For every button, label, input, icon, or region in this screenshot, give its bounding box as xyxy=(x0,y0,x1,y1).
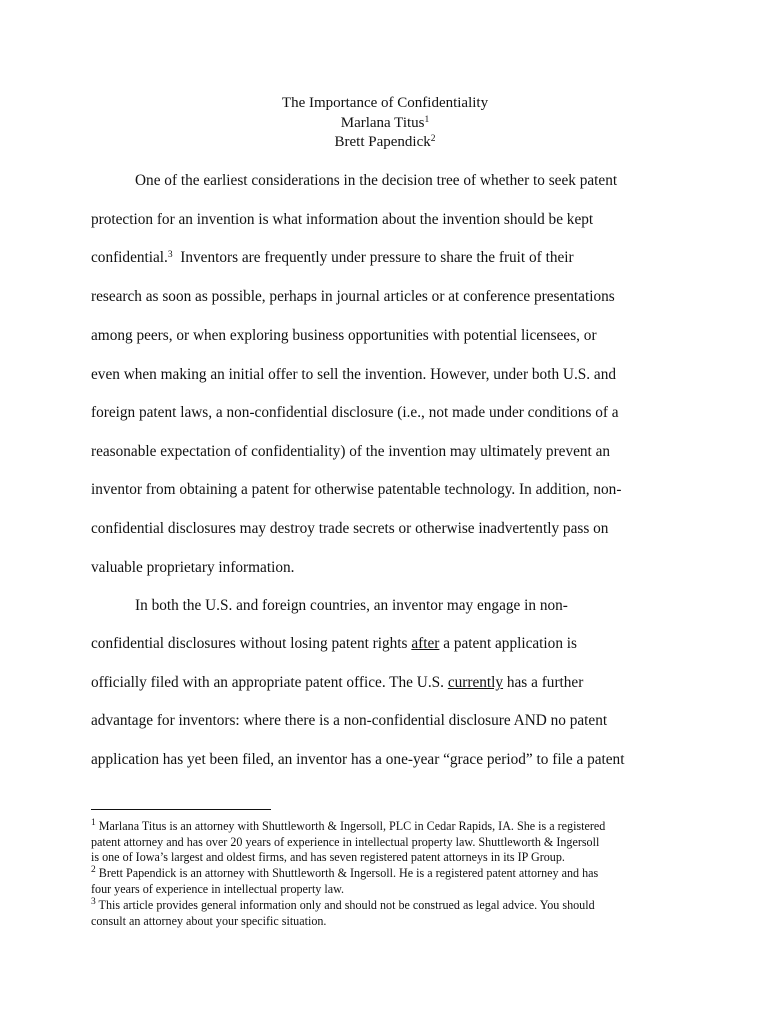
body-line: confidential disclosures may destroy trade secrets or otherwise inadvertently pass on xyxy=(91,520,609,537)
body-line: foreign patent laws, a non-confidential disclosure (i.e., not made under conditions of a xyxy=(91,404,619,421)
footnote-ref-2[interactable]: 2 xyxy=(430,134,436,144)
author-line-1 xyxy=(0,114,770,134)
footnote-1-line-2: patent attorney and has over 20 years of experience in intellectual property law. Shuttleworth & Ingersoll xyxy=(91,835,600,849)
footnote-3-line-2: consult an attorney about your specific situation. xyxy=(91,914,327,928)
body-text: confidential. xyxy=(91,249,168,266)
footnote-separator xyxy=(91,809,271,810)
author-line-2 xyxy=(0,133,770,153)
body-line: One of the earliest considerations in the decision tree of whether to seek patent xyxy=(135,172,618,189)
footnote-2 xyxy=(91,866,691,881)
article-title: The Importance of Confidentiality xyxy=(281,95,489,111)
footnote-1-line-3: is one of Iowa’s largest and oldest firms, and has seven registered patent attorneys in its IP Group. xyxy=(91,850,565,864)
body-line xyxy=(91,674,583,692)
footnote-number-2: 2 xyxy=(91,865,96,875)
body-line: among peers, or when exploring business opportunities with potential licensees, or xyxy=(91,327,597,344)
body-line: protection for an invention is what information about the invention should be kept xyxy=(91,211,594,228)
body-line: application has yet been filed, an inventor has a one-year “grace period” to file a patent xyxy=(91,751,625,768)
footnote-number-1: 1 xyxy=(91,818,96,828)
body-text: confidential disclosures without losing patent rights xyxy=(91,635,412,652)
footnote-1 xyxy=(91,819,691,834)
footnote-text: This article provides general information only and should not be construed as legal advice. You should xyxy=(95,898,595,912)
author-name-1: Marlana Titus xyxy=(340,114,425,131)
footnote-text: Marlana Titus is an attorney with Shuttleworth & Ingersoll, PLC in Cedar Rapids, IA. She is a registered xyxy=(95,819,606,833)
body-line: inventor from obtaining a patent for otherwise patentable technology. In addition, non- xyxy=(91,481,622,498)
article-header xyxy=(0,94,770,153)
footnote-3 xyxy=(91,898,691,913)
body-line xyxy=(91,249,574,267)
body-line: advantage for inventors: where there is a non-confidential disclosure AND no patent xyxy=(91,712,608,729)
body-text: a patent application is xyxy=(439,635,578,652)
body-line: valuable proprietary information. xyxy=(91,559,295,576)
underlined-word-after: after xyxy=(411,635,440,652)
body-line: research as soon as possible, perhaps in journal articles or at conference presentations xyxy=(91,288,615,305)
footnote-ref-1[interactable]: 1 xyxy=(424,114,430,125)
body-text: officially filed with an appropriate patent office. The U.S. xyxy=(91,674,448,691)
author-name-2: Brett Papendick xyxy=(334,134,431,150)
footnote-number-3: 3 xyxy=(91,897,96,907)
body-line: even when making an initial offer to sell the invention. However, under both U.S. and xyxy=(91,366,617,383)
body-text: Inventors are frequently under pressure to share the fruit of their xyxy=(172,249,574,266)
body-text: has a further xyxy=(503,674,584,691)
footnote-2-line-2: four years of experience in intellectual property law. xyxy=(91,882,345,896)
footnote-text: Brett Papendick is an attorney with Shuttleworth & Ingersoll. He is a registered patent attorney and has xyxy=(95,866,599,880)
body-line: In both the U.S. and foreign countries, an inventor may engage in non- xyxy=(135,597,568,614)
body-line xyxy=(91,635,577,653)
body-line: reasonable expectation of confidentiality) of the invention may ultimately prevent an xyxy=(91,443,611,460)
underlined-word-currently: currently xyxy=(447,674,504,691)
footnote-ref-3[interactable]: 3 xyxy=(167,250,173,260)
